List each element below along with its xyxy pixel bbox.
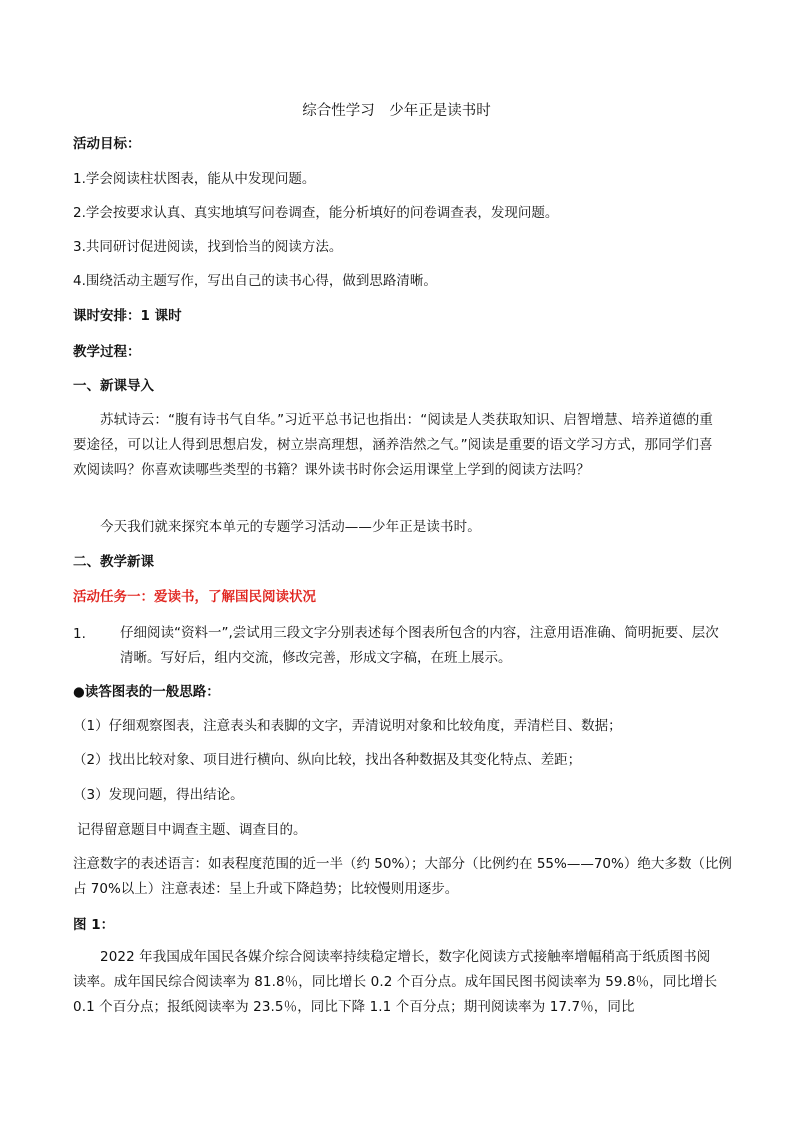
goal-item-2: 2.学会按要求认真、真实地填写问卷调查，能分析填好的问卷调查表，发现问题。 bbox=[73, 205, 559, 221]
section1-heading: 一、新课导入 bbox=[73, 378, 154, 394]
section2-heading: 二、教学新课 bbox=[73, 554, 154, 570]
task1-heading: 活动任务一：爱读书，了解国民阅读状况 bbox=[73, 589, 316, 605]
remember-note: 记得留意题目中调查主题、调查目的。 bbox=[77, 822, 307, 838]
chart-tip-1: （1）仔细观察图表，注意表头和表脚的文字，弄清说明对象和比较角度，弄清栏目、数据； bbox=[73, 718, 622, 734]
process-heading: 教学过程： bbox=[73, 344, 141, 360]
goal-item-4: 4.围绕活动主题写作，写出自己的读书心得，做到思路清晰。 bbox=[73, 273, 437, 289]
number-note: 注意数字的表述语言：如表程度范围的近一半（约 50%）；大部分（比例约在 55%——70%）绝大多数（比例占 70%以上）注意表述：呈上升或下降趋势；比较慢则用逐步。 bbox=[73, 856, 732, 897]
figure1-label: 图 1： bbox=[73, 917, 115, 933]
schedule: 课时安排：1 课时 bbox=[73, 308, 182, 324]
chart-tips-heading: ●读答图表的一般思路： bbox=[73, 684, 220, 700]
task1-item-text: 仔细阅读“资料一”,尝试用三段文字分别表述每个图表所包含的内容，注意用语准确、简明扼要、层次清晰。写好后，组内交流，修改完善，形成文字稿，在班上展示。 bbox=[120, 625, 719, 666]
goal-item-1: 1.学会阅读柱状图表，能从中发现问题。 bbox=[73, 171, 316, 187]
task1-item-number: 1. bbox=[73, 626, 86, 642]
section1-paragraph-1: 苏轼诗云：“腹有诗书气自华。”习近平总书记也指出：“阅读是人类获取知识、启智增慧、培养道德的重要途径，可以让人得到思想启发，树立崇高理想，涵养浩然之气。”阅读是重要的语文学习方式，那同学们喜欢阅读吗？你喜欢读哪些类型的书籍？课外读书时你会运用课堂上学到的阅读方法吗？ bbox=[73, 412, 713, 478]
section1-paragraph-2: 今天我们就来探究本单元的专题学习活动——少年正是读书时。 bbox=[100, 519, 481, 535]
goals-heading: 活动目标： bbox=[73, 136, 141, 152]
document-title: 综合性学习 少年正是读书时 bbox=[302, 103, 491, 119]
figure1-paragraph: 2022 年我国成年国民各媒介综合阅读率持续稳定增长，数字化阅读方式接触率增幅稍高于纸质图书阅读率。成年国民综合阅读率为 81.8％，同比增长 0.2 个百分点。成年国民图书阅读率为 59.8％，同比增长 0.1 个百分点；报纸阅读率为 23.5％，同比下降 1.1 个百分点；期刊阅读率为 17.7％，同比 bbox=[73, 949, 718, 1015]
chart-tip-2: （2）找出比较对象、项目进行横向、纵向比较，找出各种数据及其变化特点、差距； bbox=[73, 752, 582, 768]
goal-item-3: 3.共同研讨促进阅读，找到恰当的阅读方法。 bbox=[73, 239, 343, 255]
chart-tip-3: （3）发现问题，得出结论。 bbox=[73, 787, 244, 803]
